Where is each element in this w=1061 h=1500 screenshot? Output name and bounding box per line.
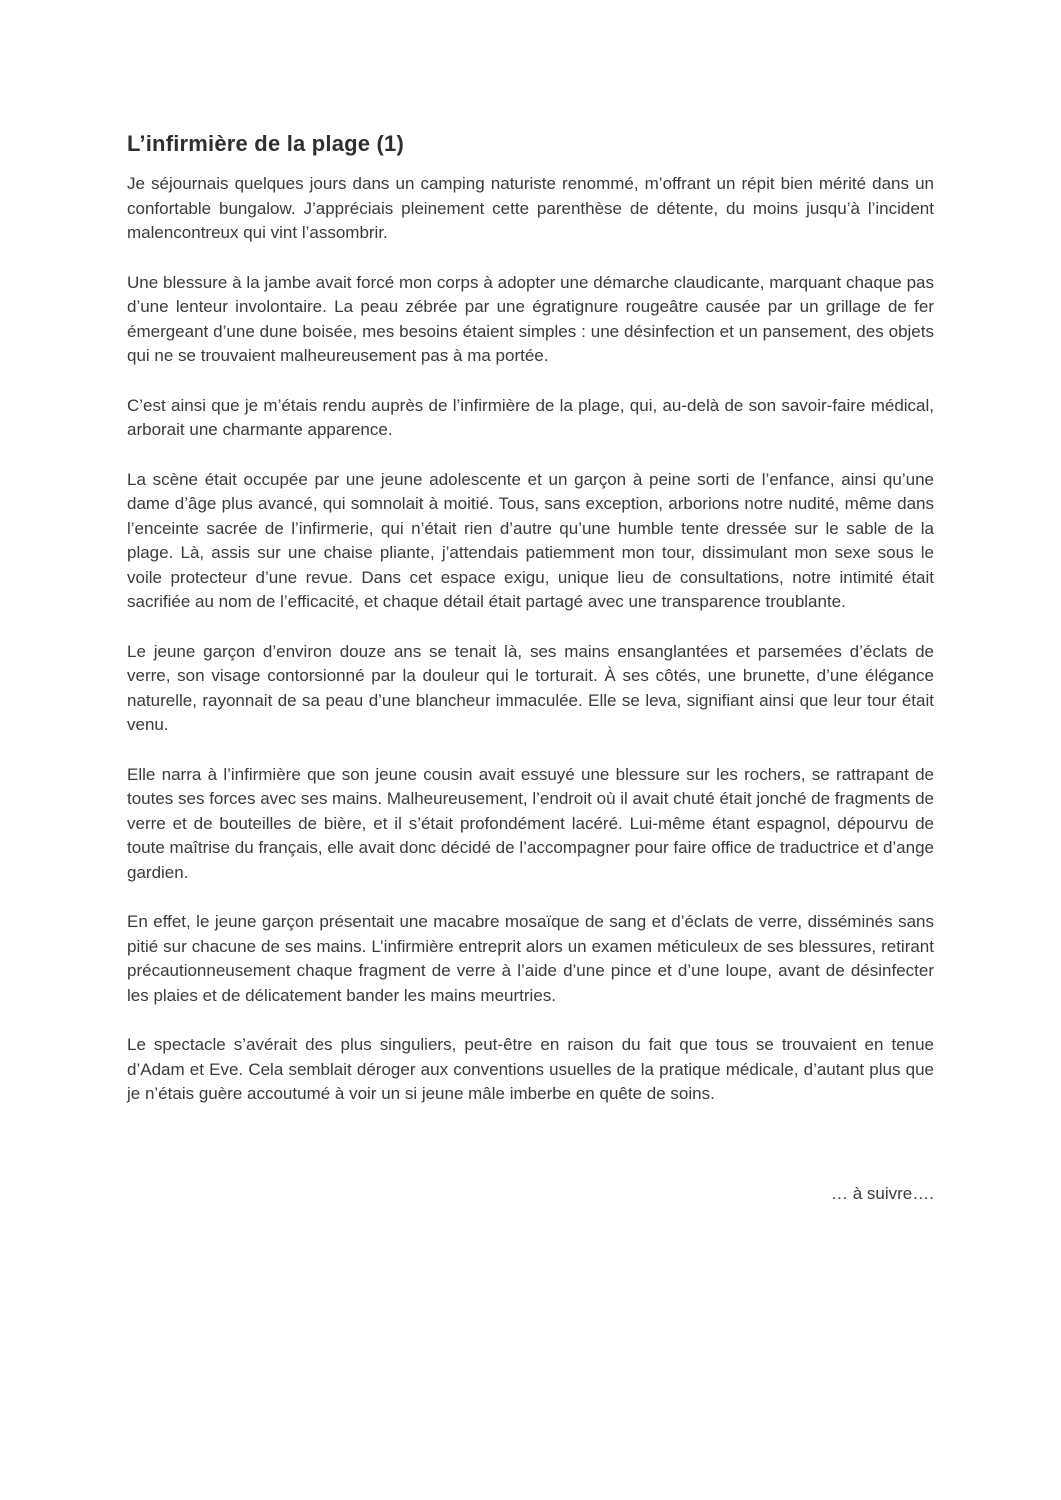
document-title: L’infirmière de la plage (1): [127, 131, 405, 156]
paragraph: Une blessure à la jambe avait forcé mon corps à adopter une démarche claudicante, marquant chaque pas d’une lenteur involontaire. La peau zébrée par une égratignure rougeâtre causée par un grillage de fer émergeant d’une dune boisée, mes besoins étaient simples : une désinfection et un pansement, des objets qui ne se trouvaient malheureusement pas à ma portée.: [127, 272, 934, 365]
paragraph: En effet, le jeune garçon présentait une macabre mosaïque de sang et d’éclats de verre, disséminés sans pitié sur chacune de ses mains. L’infirmière entreprit alors un examen méticuleux de ses blessures, retirant précautionneusement chaque fragment de verre à l’aide d’une pince et d’une loupe, avant de désinfecter les plaies et de délicatement bander les mains meurtries.: [127, 912, 934, 1005]
paragraph: La scène était occupée par une jeune adolescente et un garçon à peine sorti de l’enfance, ainsi qu’une dame d’âge plus avancé, qui somnolait à moitié. Tous, sans exception, arborions notre nudité, même dans l’enceinte sacrée de l’infirmerie, qui n’était rien d’autre qu’une humble tente dressée sur le sable de la plage. Là, assis sur une chaise pliante, j’attendais patiemment mon tour, dissimulant mon sexe sous le voile protecteur d’une revue. Dans cet espace exigu, unique lieu de consultations, notre intimité était sacrifiée au nom de l’efficacité, et chaque détail était partagé avec une transparence troublante.: [127, 469, 934, 611]
paragraph: Elle narra à l’infirmière que son jeune cousin avait essuyé une blessure sur les rochers, se rattrapant de toutes ses forces avec ses mains. Malheureusement, l’endroit où il avait chuté était jonché de fragments de verre et de bouteilles de bière, et il s’était profondément lacéré. Lui-même étant espagnol, dépourvu de toute maîtrise du français, elle avait donc décidé de l’accompagner pour faire office de traductrice et d’ange gardien.: [127, 764, 934, 882]
paragraph: C’est ainsi que je m’étais rendu auprès de l’infirmière de la plage, qui, au-delà de son savoir-faire médical, arborait une charmante apparence.: [127, 395, 934, 439]
paragraph: Je séjournais quelques jours dans un camping naturiste renommé, m’offrant un répit bien mérité dans un confortable bungalow. J’appréciais pleinement cette parenthèse de détente, du moins jusqu’à l’incident malencontreux qui vint l’assombrir.: [127, 174, 934, 242]
document-body: [127, 172, 934, 1107]
closing-line: … à suivre….: [831, 1183, 934, 1203]
paragraph: Le jeune garçon d’environ douze ans se tenait là, ses mains ensanglantées et parsemées d’éclats de verre, son visage contorsionné par la douleur qui le torturait. À ses côtés, une brunette, d’une élégance naturelle, rayonnait de sa peau d’une blancheur immaculée. Elle se leva, signifiant ainsi que leur tour était venu.: [127, 641, 934, 734]
paragraph: Le spectacle s’avérait des plus singuliers, peut-être en raison du fait que tous se trouvaient en tenue d’Adam et Eve. Cela semblait déroger aux conventions usuelles de la pratique médicale, d’autant plus que je n’étais guère accoutumé à voir un si jeune mâle imberbe en quête de soins.: [127, 1035, 934, 1103]
